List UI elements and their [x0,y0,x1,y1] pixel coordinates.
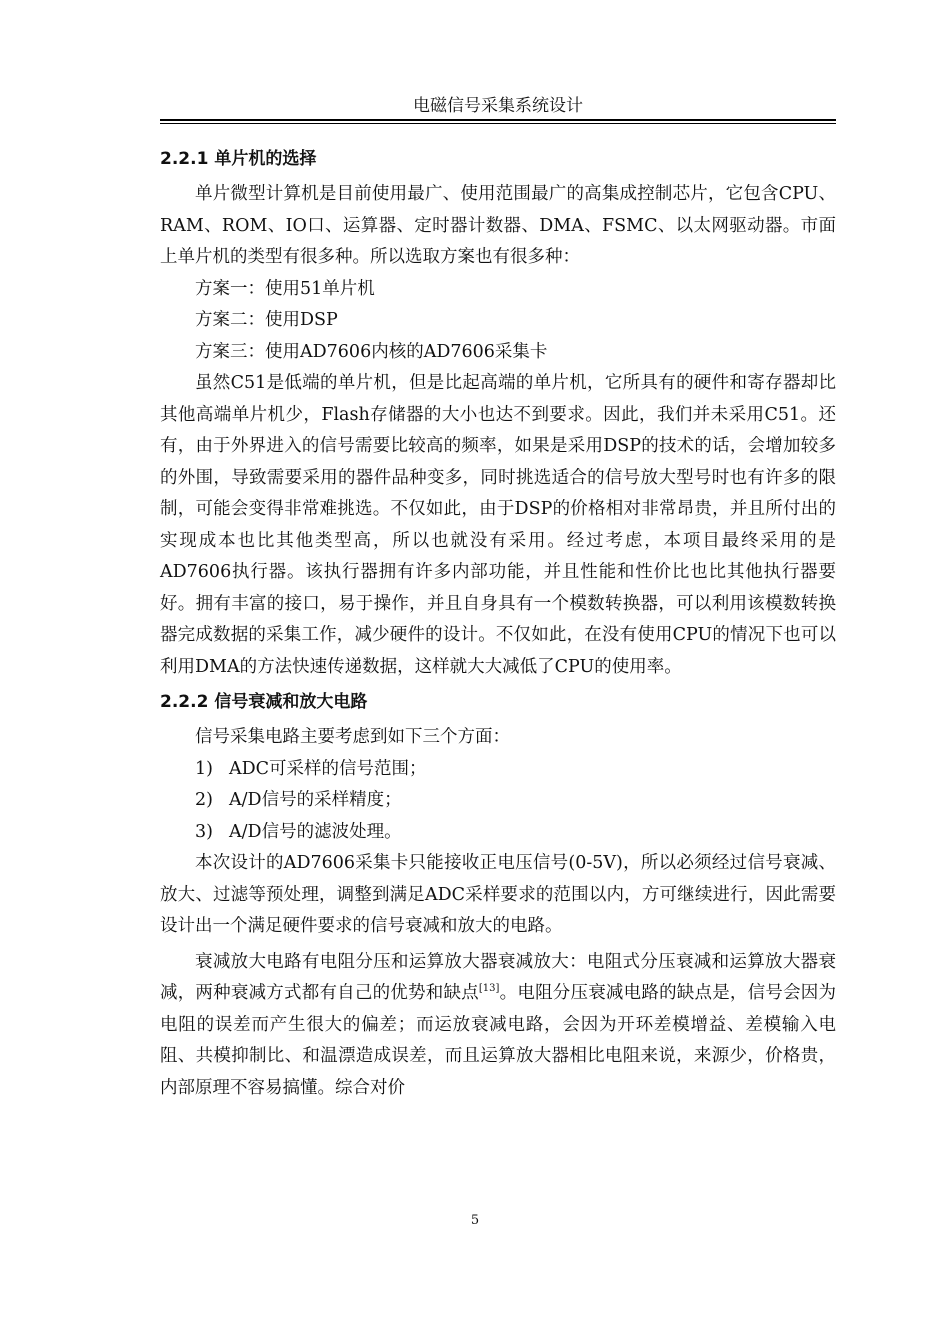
plan-item: 方案三：使用AD7606内核的AD7606采集卡 [195,341,548,362]
list-text: ADC可采样的信号范围； [229,758,427,779]
plan-item: 方案一：使用51单片机 [195,278,375,299]
plan-item: 方案二：使用DSP [195,310,338,330]
section-heading-2-2-1: 2.2.1 单片机的选择 [160,149,317,169]
list-number: 3) [195,821,213,842]
header-rule [160,119,836,121]
running-header: 电磁信号采集系统设计 [413,96,583,116]
paragraph-text: 。电阻分压衰减电路的缺点是，信号会因为电阻的误差而产生很大的偏差；而运放衰减电路，会因为开环差模增益、差模输入电阻、共模抑制比、和温漂造成误差，而且运算放大器相比电阻来说，来源少，价格贵，内部原理不容易搞懂。综合对价 [160,983,837,1098]
header-rule-thin [160,123,836,124]
list-item [160,785,836,817]
paragraph-body: 本次设计的AD7606采集卡只能接收正电压信号(0-5V)，所以必须经过信号衰减、放大、过滤等预处理，调整到满足ADC采样要求的范围以内，方可继续进行，因此需要设计出一个满足硬件要求的信号衰减和放大的电路。 [160,853,836,936]
paragraph-text: 衰减放大电路有电阻分压和运算放大器衰减放大：电阻式分压衰减和运算放大器衰减，两种衰减方式都有自己的优势和缺点 [160,951,836,1003]
list-number: 1) [195,758,213,779]
paragraph-body [160,947,836,1105]
page-content [160,140,836,1104]
paragraph-intro: 单片微型计算机是目前使用最广、使用范围最广的高集成控制芯片，它包含CPU、RAM、ROM、IO口、运算器、定时器计数器、DMA、FSMC、以太网驱动器。市面上单片机的类型有很多种。所以选取方案也有很多种： [160,184,836,267]
list-number: 2) [195,790,213,810]
list-text: A/D信号的采样精度； [229,790,402,810]
list-text: A/D信号的滤波处理。 [229,821,402,842]
paragraph-body: 虽然C51是低端的单片机，但是比起高端的单片机，它所具有的硬件和寄存器却比其他高端单片机少，Flash存储器的大小也达不到要求。因此，我们并未采用C51。还有，由于外界进入的信号需要比较高的频率，如果是采用DSP的技术的话，会增加较多的外围，导致需要采用的器件品种变多，同时挑选适合的信号放大型号时也有许多的限制，可能会变得非常难挑选。不仅如此，由于DSP的价格相对非常昂贵，并且所付出的实现成本也比其他类型高，所以也就没有采用。经过考虑，本项目最终采用的是AD7606执行器。该执行器拥有许多内部功能，并且性能和性价比也比其他执行器要好。拥有丰富的接口，易于操作，并且自身具有一个模数转换器，可以利用该模数转换器完成数据的采集工作，减少硬件的设计。不仅如此，在没有使用CPU的情况下也可以利用DMA的方法快速传递数据，这样就大大减低了CPU的使用率。 [160,373,836,677]
page-number: 5 [470,1213,480,1228]
paragraph-intro: 信号采集电路主要考虑到如下三个方面： [195,727,510,747]
list-item [160,817,836,849]
list-item [160,754,836,786]
section-heading-2-2-2: 2.2.2 信号衰减和放大电路 [160,692,368,712]
citation-ref[interactable]: [13] [478,983,500,995]
